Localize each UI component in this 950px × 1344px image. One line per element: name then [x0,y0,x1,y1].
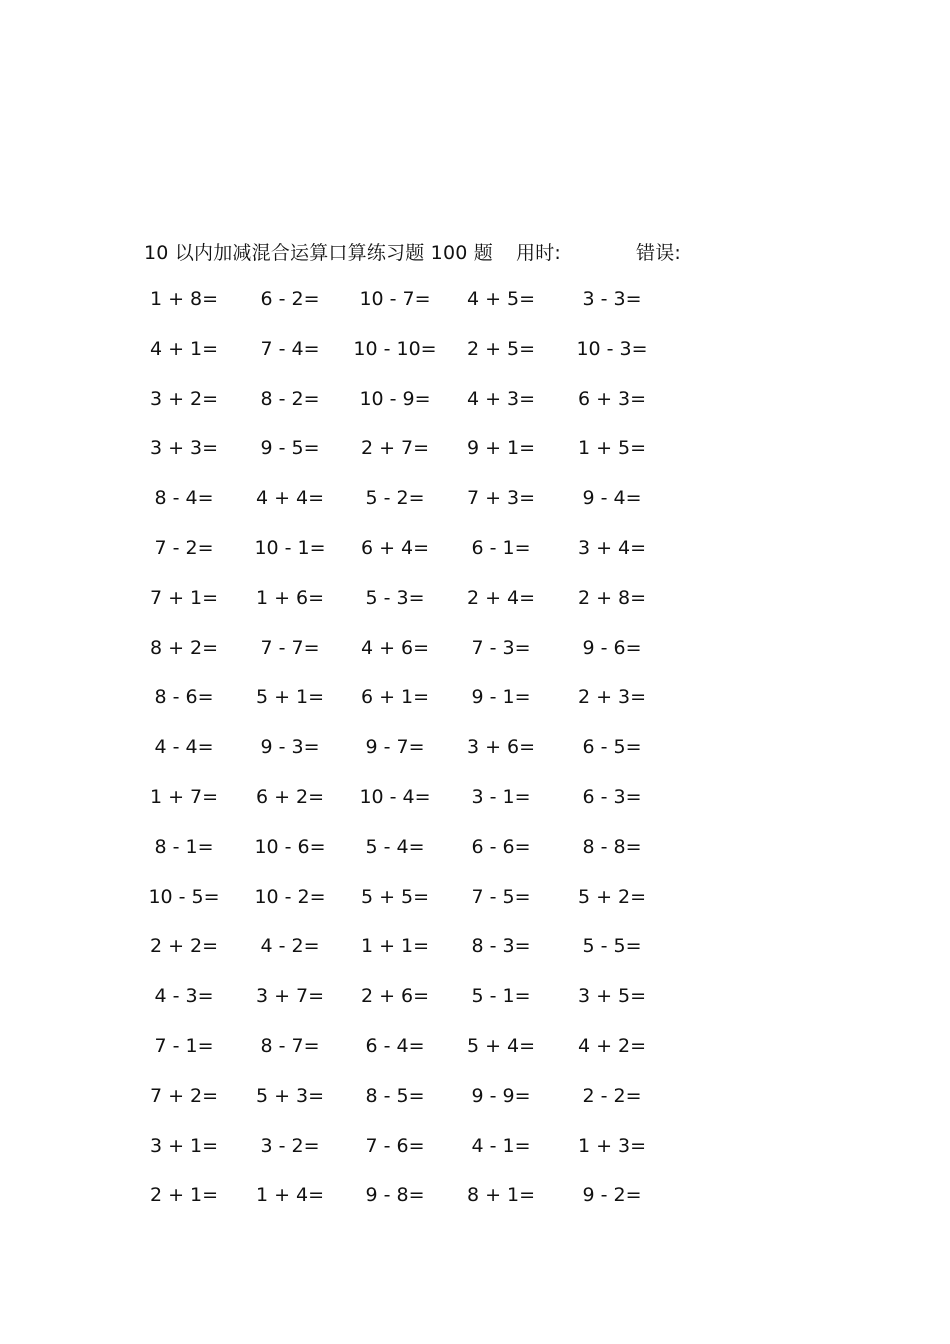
arithmetic-problem: 1 + 7= [149,785,219,808]
arithmetic-problem: 7 - 4= [260,337,320,360]
arithmetic-problem: 7 - 2= [154,536,214,559]
arithmetic-problem: 5 + 1= [255,686,325,709]
arithmetic-problem: 9 - 6= [582,636,642,659]
problem-row [0,1131,950,1181]
arithmetic-problem: 9 - 8= [365,1184,425,1207]
arithmetic-problem: 7 - 1= [154,1034,214,1057]
arithmetic-problem: 6 + 4= [360,536,430,559]
arithmetic-problem: 5 - 3= [365,586,425,609]
arithmetic-problem: 7 - 6= [365,1134,425,1157]
arithmetic-problem: 10 - 6= [254,835,326,858]
arithmetic-problem: 3 - 2= [260,1134,320,1157]
arithmetic-problem: 10 - 10= [353,337,437,360]
problem-grid [0,284,950,1230]
arithmetic-problem: 6 - 5= [582,736,642,759]
problem-row [0,384,950,434]
arithmetic-problem: 10 - 9= [359,387,431,410]
arithmetic-problem: 4 - 1= [471,1134,531,1157]
arithmetic-problem: 8 - 7= [260,1034,320,1057]
arithmetic-problem: 2 + 6= [360,985,430,1008]
problem-row [0,633,950,683]
arithmetic-problem: 6 - 4= [365,1034,425,1057]
problem-row [0,882,950,932]
errors-label: 错误: [636,242,682,264]
problem-row [0,334,950,384]
arithmetic-problem: 7 + 2= [149,1084,219,1107]
arithmetic-problem: 9 - 1= [471,686,531,709]
problem-row [0,981,950,1031]
problem-row [0,1081,950,1131]
problem-row [0,931,950,981]
arithmetic-problem: 7 - 5= [471,885,531,908]
arithmetic-problem: 9 - 3= [260,736,320,759]
arithmetic-problem: 3 + 7= [255,985,325,1008]
arithmetic-problem: 2 - 2= [582,1084,642,1107]
arithmetic-problem: 7 - 7= [260,636,320,659]
arithmetic-problem: 7 + 1= [149,586,219,609]
arithmetic-problem: 4 + 3= [466,387,536,410]
arithmetic-problem: 1 + 6= [255,586,325,609]
arithmetic-problem: 4 - 4= [154,736,214,759]
problem-row [0,1180,950,1230]
problem-row [0,732,950,782]
arithmetic-problem: 9 - 9= [471,1084,531,1107]
arithmetic-problem: 8 - 5= [365,1084,425,1107]
arithmetic-problem: 3 + 3= [149,437,219,460]
time-used-label: 用时: [516,242,562,264]
arithmetic-problem: 5 - 2= [365,487,425,510]
arithmetic-problem: 1 + 1= [360,935,430,958]
arithmetic-problem: 5 - 4= [365,835,425,858]
arithmetic-problem: 6 + 2= [255,785,325,808]
arithmetic-problem: 2 + 1= [149,1184,219,1207]
arithmetic-problem: 10 - 4= [359,785,431,808]
arithmetic-problem: 5 + 2= [577,885,647,908]
problem-row [0,284,950,334]
arithmetic-problem: 5 + 4= [466,1034,536,1057]
arithmetic-problem: 4 + 4= [255,487,325,510]
arithmetic-problem: 6 - 6= [471,835,531,858]
arithmetic-problem: 2 + 7= [360,437,430,460]
worksheet-title: 10 以内加减混合运算口算练习题 100 题 [144,242,493,264]
arithmetic-problem: 2 + 3= [577,686,647,709]
arithmetic-problem: 2 + 2= [149,935,219,958]
arithmetic-problem: 6 - 2= [260,288,320,310]
arithmetic-problem: 8 - 4= [154,487,214,510]
arithmetic-problem: 2 + 8= [577,586,647,609]
worksheet-header [0,232,950,268]
problem-row [0,1031,950,1081]
arithmetic-problem: 10 - 1= [254,536,326,559]
arithmetic-problem: 8 - 1= [154,835,214,858]
arithmetic-problem: 5 - 5= [582,935,642,958]
arithmetic-problem: 1 + 5= [577,437,647,460]
arithmetic-problem: 4 - 2= [260,935,320,958]
problem-row [0,483,950,533]
arithmetic-problem: 2 + 5= [466,337,536,360]
arithmetic-problem: 8 + 2= [149,636,219,659]
arithmetic-problem: 5 + 3= [255,1084,325,1107]
arithmetic-problem: 4 + 2= [577,1034,647,1057]
arithmetic-problem: 8 + 1= [466,1184,536,1207]
arithmetic-problem: 9 - 2= [582,1184,642,1207]
arithmetic-problem: 10 - 5= [148,885,220,908]
arithmetic-problem: 4 - 3= [154,985,214,1008]
arithmetic-problem: 6 - 1= [471,536,531,559]
arithmetic-problem: 9 - 5= [260,437,320,460]
arithmetic-problem: 3 + 4= [577,536,647,559]
arithmetic-problem: 3 + 2= [149,387,219,410]
arithmetic-problem: 8 - 2= [260,387,320,410]
problem-row [0,433,950,483]
arithmetic-problem: 4 + 1= [149,337,219,360]
problem-row [0,583,950,633]
arithmetic-problem: 5 + 5= [360,885,430,908]
problem-row [0,533,950,583]
arithmetic-problem: 6 + 3= [577,387,647,410]
arithmetic-problem: 8 - 3= [471,935,531,958]
arithmetic-problem: 10 - 2= [254,885,326,908]
arithmetic-problem: 5 - 1= [471,985,531,1008]
arithmetic-problem: 6 - 3= [582,785,642,808]
arithmetic-problem: 4 + 6= [360,636,430,659]
arithmetic-problem: 3 + 6= [466,736,536,759]
arithmetic-problem: 9 + 1= [466,437,536,460]
problem-row [0,782,950,832]
arithmetic-problem: 9 - 4= [582,487,642,510]
arithmetic-problem: 6 + 1= [360,686,430,709]
problem-row [0,832,950,882]
arithmetic-problem: 4 + 5= [466,288,536,310]
arithmetic-problem: 8 - 8= [582,835,642,858]
arithmetic-problem: 1 + 4= [255,1184,325,1207]
arithmetic-problem: 1 + 8= [149,288,219,310]
arithmetic-problem: 9 - 7= [365,736,425,759]
arithmetic-problem: 3 + 5= [577,985,647,1008]
arithmetic-problem: 2 + 4= [466,586,536,609]
arithmetic-problem: 10 - 7= [359,288,431,310]
arithmetic-problem: 8 - 6= [154,686,214,709]
arithmetic-problem: 7 + 3= [466,487,536,510]
arithmetic-problem: 7 - 3= [471,636,531,659]
arithmetic-problem: 3 + 1= [149,1134,219,1157]
arithmetic-problem: 1 + 3= [577,1134,647,1157]
problem-row [0,682,950,732]
arithmetic-problem: 10 - 3= [576,337,648,360]
arithmetic-problem: 3 - 1= [471,785,531,808]
arithmetic-problem: 3 - 3= [582,288,642,310]
